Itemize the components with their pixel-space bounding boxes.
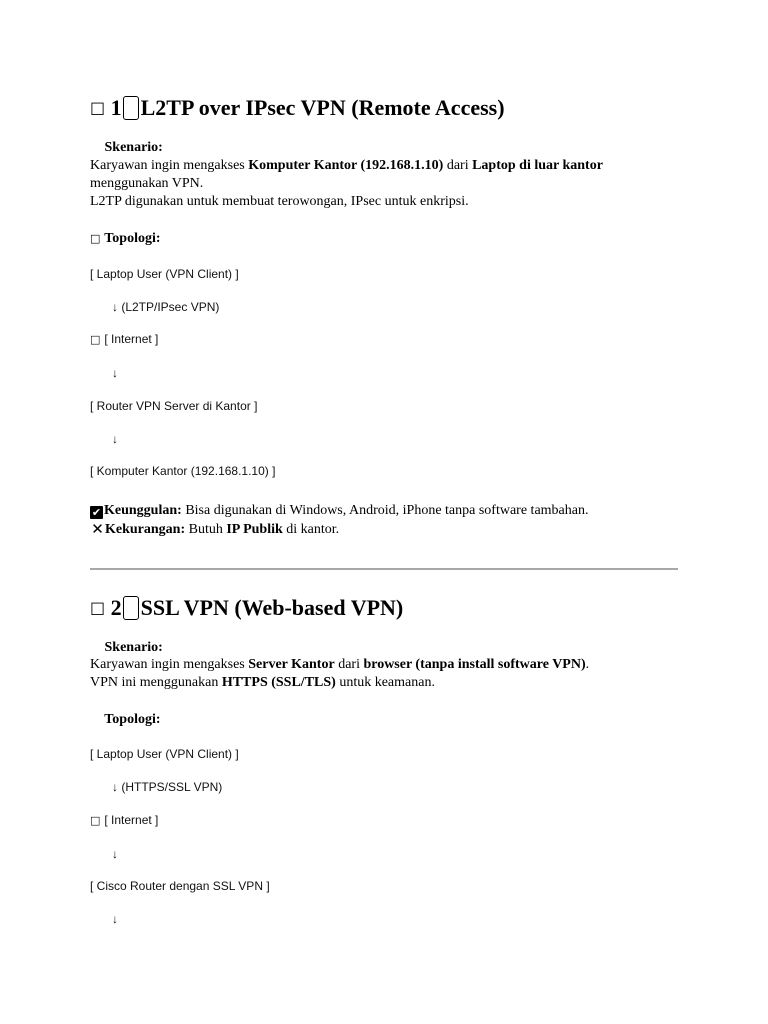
missing-glyph-icon: □ [90,232,101,245]
section1-number: 1 [105,95,122,120]
section1-keunggulan: ✔ Keunggulan: Bisa digunakan di Windows, Android, iPhone tanpa software tambahan. [91,503,589,519]
check-icon: ✔ [91,506,102,519]
topology-node-internet: □ [ Internet ] [90,332,159,346]
topology-node-cisco-router: [ Cisco Router dengan SSL VPN ] [90,879,270,893]
section1-skenario-text: Karyawan ingin mengakses Komputer Kantor (192.168.1.10) dari Laptop di luar kantor menggunakan VPN. L2TP digunakan untuk membuat terowongan, IPsec untuk enkripsi. [90,158,603,209]
topology-node-laptop: [ Laptop User (VPN Client) ] [90,747,239,761]
topology-arrow: ↓ [112,847,118,861]
section2-topologi-label: Topologi: [104,712,161,727]
section2-number: 2 [105,595,122,620]
topology-arrow: ↓ [112,432,118,446]
section2-skenario-label: Skenario: [104,640,163,655]
missing-glyph-box-icon [123,96,139,120]
missing-glyph-icon: □ [90,598,106,617]
section2-heading [90,595,403,621]
horizontal-divider [90,568,678,570]
missing-glyph-box-icon [123,596,139,620]
cross-icon: ✕ [91,520,104,538]
topology-arrow: ↓ [112,912,118,926]
topology-arrow-l2tp: ↓ (L2TP/IPsec VPN) [112,300,220,314]
section1-skenario-label: Skenario: [104,140,163,155]
topology-arrow: ↓ [112,366,118,380]
missing-glyph-icon: □ [90,333,101,346]
section1-topologi-label: □ Topologi: [90,231,161,246]
section2-skenario-text: Karyawan ingin mengakses Server Kantor dari browser (tanpa install software VPN). VPN ini menggunakan HTTPS (SSL/TLS) untuk keamanan. [90,657,590,690]
topology-node-router: [ Router VPN Server di Kantor ] [90,399,258,413]
topology-node-komputer: [ Komputer Kantor (192.168.1.10) ] [90,464,276,478]
missing-glyph-icon: □ [90,814,101,827]
topology-node-internet: □ [ Internet ] [90,813,159,827]
section2-title: SSL VPN (Web-based VPN) [140,595,404,620]
topology-arrow-https: ↓ (HTTPS/SSL VPN) [112,780,223,794]
missing-glyph-icon: □ [90,98,106,117]
topology-node-laptop: [ Laptop User (VPN Client) ] [90,267,239,281]
section1-kekurangan: ✕Kekurangan: Butuh IP Publik di kantor. [91,520,340,538]
section1-title: L2TP over IPsec VPN (Remote Access) [140,95,505,120]
section1-heading [90,95,505,121]
